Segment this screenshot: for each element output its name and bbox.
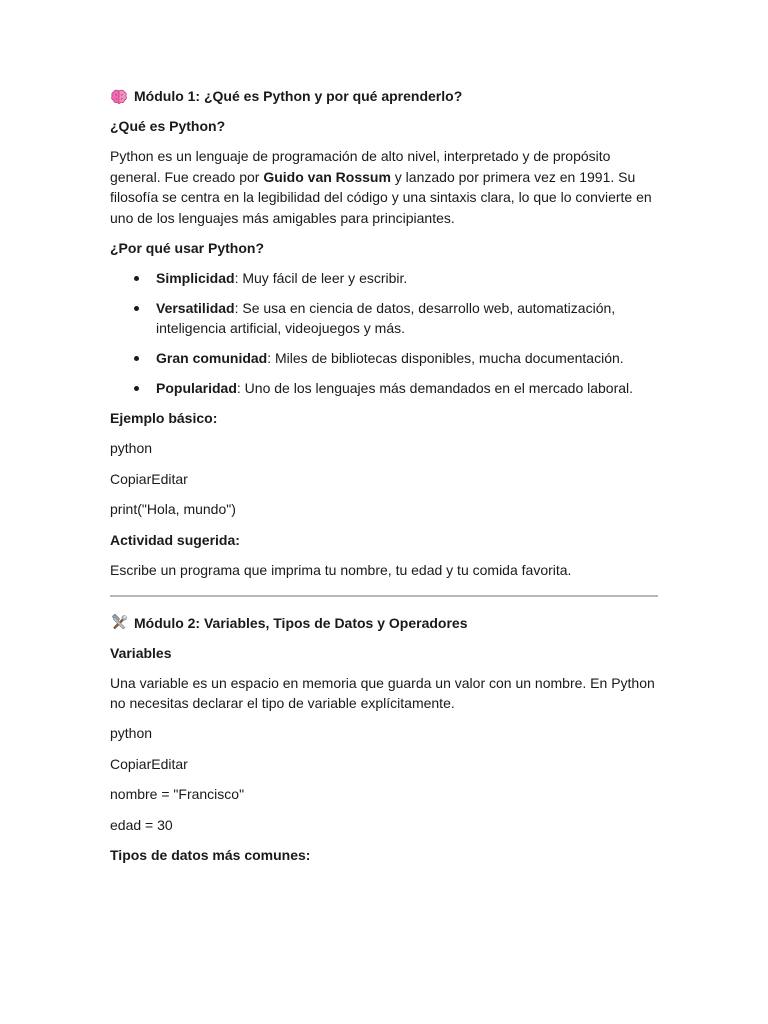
module-1-title-text: Módulo 1: ¿Qué es Python y por qué aprenderlo? [134,88,463,104]
list-item [110,298,658,339]
reason-text: : Miles de bibliotecas disponibles, mucha documentación. [267,350,624,366]
code-line: nombre = "Francisco" [110,786,245,802]
code-language-label: python [110,725,153,741]
copy-edit-button[interactable]: CopiarEditar [110,470,188,487]
what-is-python-heading: ¿Qué es Python? [110,118,226,134]
reason-text: : Muy fácil de leer y escribir. [234,269,408,286]
code-language-label: python [110,440,153,456]
section-divider [110,595,658,597]
document-page [110,86,658,875]
data-types-heading: Tipos de datos más comunes: [110,847,311,863]
reason-term: Versatilidad [156,299,235,316]
intro-paragraph [110,146,658,228]
variables-heading: Variables [110,644,172,661]
reason-term: Simplicidad [156,269,235,286]
bullet-icon [134,386,139,391]
bullet-icon [134,276,139,281]
module-2-title [110,613,658,634]
intro-text-1: Python es un lenguaje de programación de alto nivel, interpretado y de propósito general. Fue creado por [110,148,611,185]
brain-icon [110,88,128,106]
why-python-heading: ¿Por qué usar Python? [110,239,265,256]
intro-bold-name: Guido van Rossum [263,168,391,185]
reason-text: : Se usa en ciencia de datos, desarrollo web, automatización, inteligencia artificial, videojuegos y más. [156,299,616,336]
module-1-title [110,86,658,107]
intro-text-2: y lanzado por primera vez en 1991. Su filosofía se centra en la legibilidad del código y una sintaxis clara, lo que lo convierte en uno de los lenguajes más amigables para principiantes. [110,168,652,226]
bullet-icon [134,306,139,311]
module-2-title-text: Módulo 2: Variables, Tipos de Datos y Operadores [134,614,468,631]
activity-heading: Actividad sugerida: [110,531,240,548]
activity-text: Escribe un programa que imprima tu nombre, tu edad y tu comida favorita. [110,561,572,578]
reason-text: : Uno de los lenguajes más demandados en el mercado laboral. [236,380,634,396]
reasons-list [110,268,658,399]
example-heading: Ejemplo básico: [110,410,218,426]
code-line: edad = 30 [110,816,173,833]
list-item [110,348,658,369]
bullet-icon [134,356,139,361]
copy-edit-button[interactable]: CopiarEditar [110,755,188,772]
code-line: print("Hola, mundo") [110,501,236,517]
reason-term: Popularidad [156,380,237,396]
list-item [110,268,658,289]
hammer-wrench-icon [110,614,128,632]
list-item [110,378,658,399]
variables-paragraph: Una variable es un espacio en memoria que guarda un valor con un nombre. En Python no necesitas declarar el tipo de variable explícitamente. [110,674,655,711]
reason-term: Gran comunidad [156,350,268,366]
